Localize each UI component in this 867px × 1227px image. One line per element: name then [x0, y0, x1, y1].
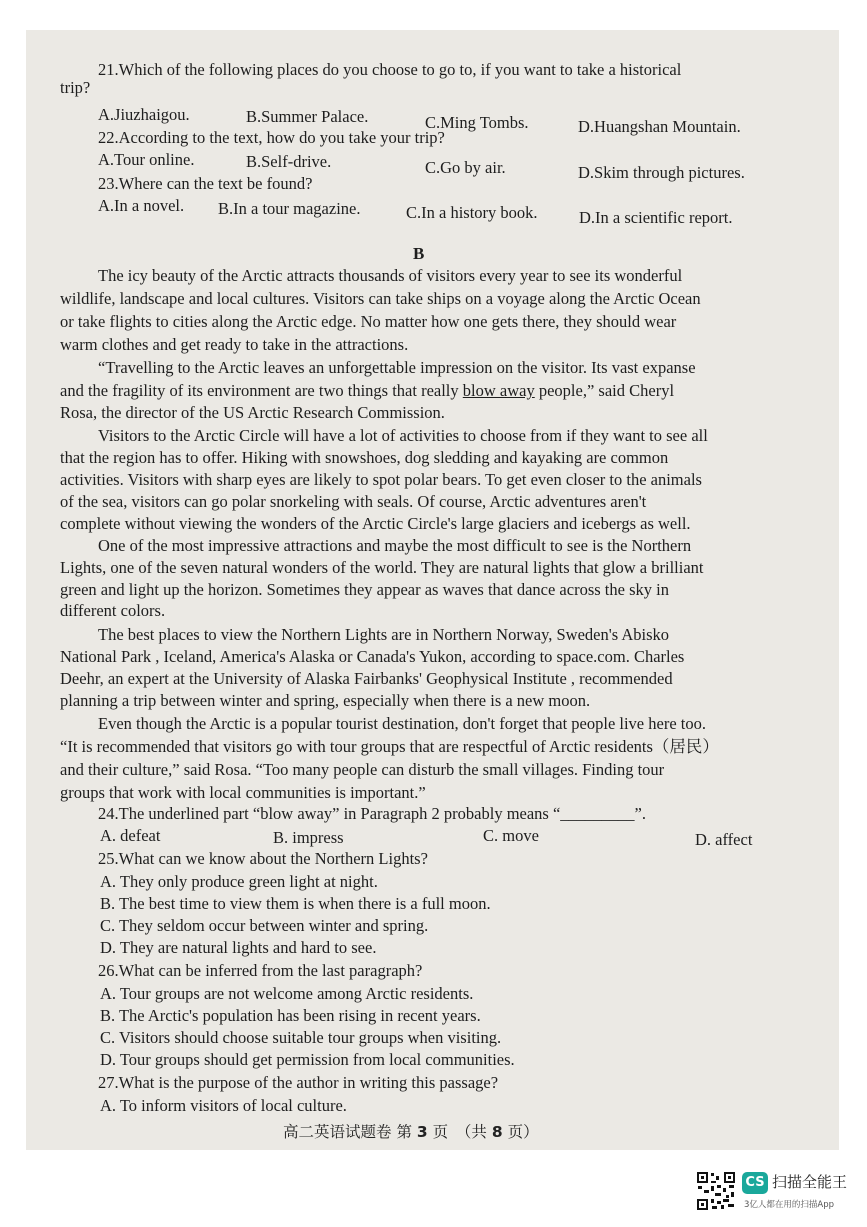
passage-line: Visitors to the Arctic Circle will have a lot of activities to choose from if they want to see all	[98, 426, 708, 445]
q23-option-b: B.In a tour magazine.	[218, 199, 361, 218]
passage-line: wildlife, landscape and local cultures. Visitors can take ships on a voyage along the Arctic Ocean	[60, 289, 701, 308]
page-number: 3	[416, 1123, 428, 1141]
passage-line: complete without viewing the wonders of the Arctic Circle's large glaciers and icebergs as well.	[60, 514, 691, 533]
passage-line: and their culture,” said Rosa. “Too many people can disturb the small villages. Finding tour	[60, 760, 665, 779]
passage-line: Even though the Arctic is a popular tourist destination, don't forget that people live here too.	[98, 714, 706, 733]
underlined-phrase: blow away	[462, 381, 535, 400]
passage-line: or take flights to cities along the Arctic edge. No matter how one gets there, they should wear	[60, 312, 677, 331]
exam-title: 高二英语试题卷	[283, 1123, 392, 1141]
q21-option-a: A.Jiuzhaigou.	[98, 105, 190, 124]
passage-text: and the fragility of its environment are two things that really	[60, 381, 463, 400]
q23-option-c: C.In a history book.	[406, 203, 538, 222]
camscanner-logo-icon: CS	[742, 1172, 768, 1194]
scanner-tagline: 3亿人都在用的扫描App	[744, 1200, 835, 1210]
scanner-brand: 扫描全能王	[772, 1173, 848, 1191]
q23-stem: 23.Where can the text be found?	[98, 174, 313, 193]
passage-line: planning a trip between winter and spring, especially when there is a new moon.	[60, 691, 591, 710]
passage-line: One of the most impressive attractions and maybe the most difficult to see is the Northern	[98, 536, 692, 555]
passage-line: “Travelling to the Arctic leaves an unforgettable impression on the visitor. Its vast expanse	[98, 358, 696, 377]
q22-stem: 22.According to the text, how do you take your trip?	[98, 128, 445, 147]
q26-option-c: C. Visitors should choose suitable tour groups when visiting.	[100, 1028, 502, 1047]
passage-line: “It is recommended that visitors go with tour groups that are respectful of Arctic residents（居民）	[60, 737, 719, 756]
q26-stem: 26.What can be inferred from the last paragraph?	[98, 961, 423, 980]
q23-option-d: D.In a scientific report.	[579, 208, 733, 227]
q24-option-c: C. move	[483, 826, 539, 845]
q24-option-b: B. impress	[273, 828, 344, 847]
q22-option-a: A.Tour online.	[98, 150, 195, 169]
page-label-pre: 第	[396, 1123, 412, 1141]
passage-line: warm clothes and get ready to take in the attractions.	[60, 335, 409, 354]
q22-option-d: D.Skim through pictures.	[578, 163, 745, 182]
q21-option-d: D.Huangshan Mountain.	[578, 117, 741, 136]
q27-stem: 27.What is the purpose of the author in writing this passage?	[98, 1073, 499, 1092]
q22-option-c: C.Go by air.	[425, 158, 506, 177]
q24-option-d: D. affect	[695, 830, 753, 849]
page-label-mid: 页 （共	[432, 1123, 487, 1141]
q25-option-b: B. The best time to view them is when there is a full moon.	[100, 894, 491, 913]
passage-line: green and light up the horizon. Sometimes they appear as waves that dance across the sky in	[60, 580, 669, 599]
q23-option-a: A.In a novel.	[98, 196, 185, 215]
passage-line: Lights, one of the seven natural wonders of the world. They are natural lights that glow a brilliant	[60, 558, 704, 577]
passage-line: groups that work with local communities is important.”	[60, 783, 426, 802]
q25-stem: 25.What can we know about the Northern Lights?	[98, 849, 428, 868]
q24-stem: 24.The underlined part “blow away” in Paragraph 2 probably means “_________”.	[98, 804, 646, 823]
passage-line: activities. Visitors with sharp eyes are likely to spot polar bears. To get even closer to the animals	[60, 470, 702, 489]
q21-stem-cont: trip?	[60, 78, 91, 97]
passage-line: National Park , Iceland, America's Alaska or Canada's Yukon, according to space.com. Charles	[60, 647, 685, 666]
section-b-heading: B	[413, 244, 425, 263]
q25-option-d: D. They are natural lights and hard to see.	[100, 938, 377, 957]
q22-option-b: B.Self-drive.	[246, 152, 332, 171]
q25-option-a: A. They only produce green light at night.	[100, 872, 378, 891]
passage-text: people,” said Cheryl	[534, 381, 675, 400]
passage-line-with-underline	[60, 381, 674, 401]
page-total: 8	[491, 1123, 503, 1141]
passage-line: Deehr, an expert at the University of Alaska Fairbanks' Geophysical Institute , recommended	[60, 669, 673, 688]
passage-line: The best places to view the Northern Lights are in Northern Norway, Sweden's Abisko	[98, 625, 670, 644]
q26-option-d: D. Tour groups should get permission from local communities.	[100, 1050, 515, 1069]
q21-option-b: B.Summer Palace.	[246, 107, 369, 126]
page-footer	[283, 1120, 539, 1142]
page-label-post: 页）	[507, 1123, 539, 1141]
passage-line: different colors.	[60, 601, 166, 620]
passage-line: The icy beauty of the Arctic attracts thousands of visitors every year to see its wonderful	[98, 266, 683, 285]
q24-option-a: A. defeat	[100, 826, 161, 845]
q21-stem: 21.Which of the following places do you choose to go to, if you want to take a historical	[98, 60, 682, 79]
qr-code-icon	[696, 1171, 736, 1211]
q25-option-c: C. They seldom occur between winter and spring.	[100, 916, 429, 935]
passage-line: that the region has to offer. Hiking with snowshoes, dog sledding and kayaking are common	[60, 448, 669, 467]
passage-line: of the sea, visitors can go polar snorkeling with seals. Of course, Arctic adventures aren't	[60, 492, 647, 511]
q26-option-b: B. The Arctic's population has been rising in recent years.	[100, 1006, 481, 1025]
q21-option-c: C.Ming Tombs.	[425, 113, 529, 132]
q26-option-a: A. Tour groups are not welcome among Arctic residents.	[100, 984, 474, 1003]
passage-line: Rosa, the director of the US Arctic Research Commission.	[60, 403, 445, 422]
q27-option-a: A. To inform visitors of local culture.	[100, 1096, 347, 1115]
